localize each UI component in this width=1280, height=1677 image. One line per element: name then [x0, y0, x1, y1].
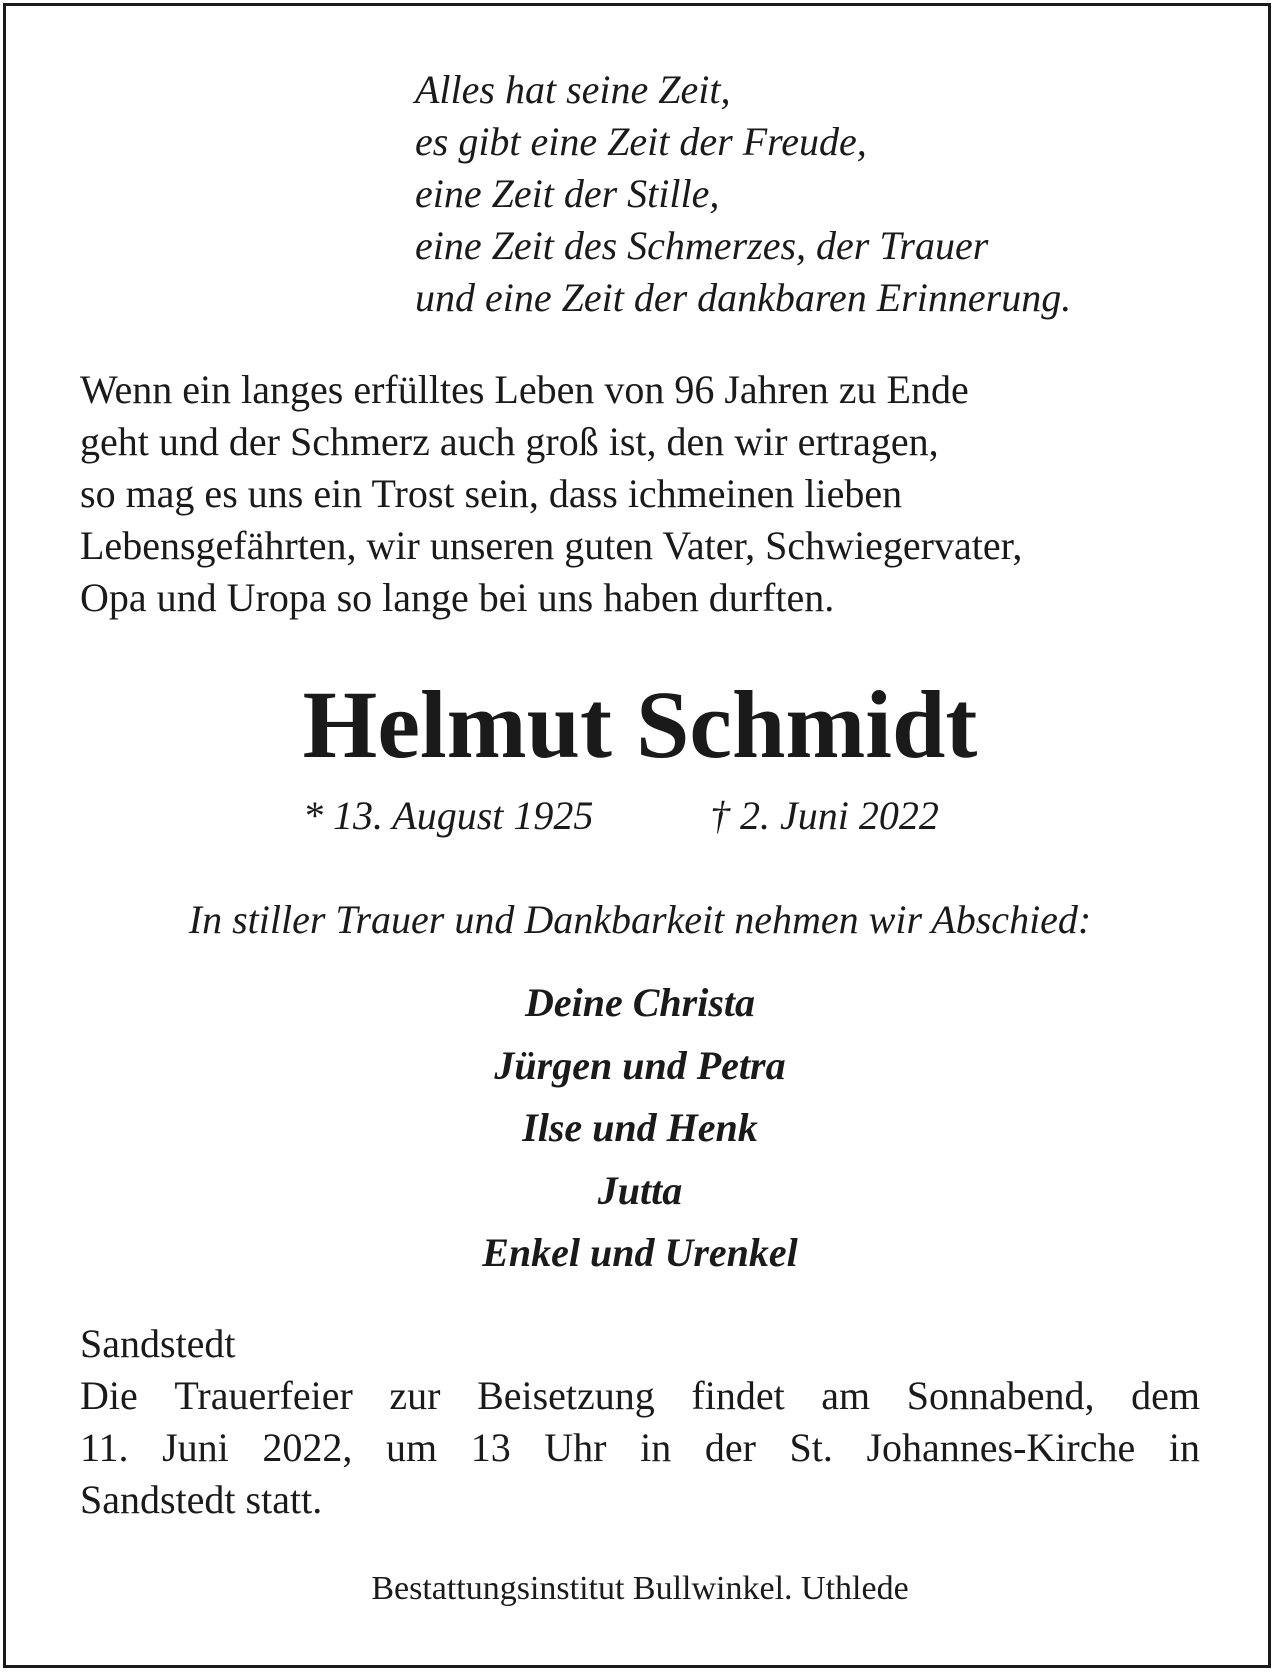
ceremony-word: Trauerfeier [174, 1373, 353, 1418]
ceremony-word: 11. [80, 1425, 129, 1470]
mourners-list [0, 972, 1280, 1285]
intro-line: geht und der Schmerz auch groß ist, den wir ertragen, [80, 419, 939, 464]
poem-line: es gibt eine Zeit der Freude, [415, 119, 867, 164]
intro-line: Opa und Uropa so lange bei uns haben durften. [80, 575, 835, 620]
ceremony-word: Beisetzung [477, 1373, 655, 1418]
mourner: Jürgen und Petra [494, 1042, 786, 1088]
ceremony-word: Sonnabend, [906, 1373, 1095, 1418]
intro-line: Lebensgefährten, wir unseren guten Vater, Schwiegervater, [80, 523, 1023, 568]
poem-line: eine Zeit der Stille, [415, 171, 720, 216]
poem-line: und eine Zeit der dankbaren Erinnerung. [415, 275, 1072, 320]
ceremony-text [80, 1370, 1200, 1526]
ceremony-word: in [640, 1425, 672, 1470]
mourner: Jutta [597, 1167, 683, 1213]
place-name: Sandstedt [80, 1321, 236, 1366]
poem [415, 64, 1071, 324]
ceremony-word: findet [691, 1373, 785, 1418]
ceremony-word: Uhr [544, 1425, 607, 1470]
ceremony-word: Juni [162, 1425, 229, 1470]
ceremony-word: in [1168, 1425, 1200, 1470]
ceremony-line: Sandstedt statt. [80, 1477, 323, 1522]
farewell-line: In stiller Trauer und Dankbarkeit nehmen wir Abschied: [188, 897, 1092, 942]
ceremony-word: zur [389, 1373, 441, 1418]
deceased-name: Helmut Schmidt [302, 671, 978, 778]
poem-line: Alles hat seine Zeit, [415, 67, 731, 112]
intro-line: Wenn ein langes erfülltes Leben von 96 Jahren zu Ende [80, 367, 969, 412]
ceremony-word: um [385, 1425, 438, 1470]
ceremony-word: dem [1131, 1373, 1200, 1418]
birth-date: * 13. August 1925 [303, 793, 594, 838]
ceremony-word: St. [789, 1425, 833, 1470]
intro-text [80, 364, 1022, 624]
ceremony-line [80, 1422, 1200, 1474]
mourner: Enkel und Urenkel [482, 1230, 798, 1275]
funeral-home: Bestattungsinstitut Bullwinkel. Uthlede [371, 1570, 909, 1607]
mourner: Deine Christa [524, 980, 756, 1025]
ceremony-word: Die [80, 1373, 138, 1418]
ceremony-line [80, 1370, 1200, 1422]
ceremony-word: der [704, 1425, 756, 1470]
ceremony-word: Johannes-Kirche [866, 1425, 1136, 1470]
death-date: † 2. Juni 2022 [710, 793, 939, 838]
ceremony-word: am [821, 1373, 871, 1418]
poem-line: eine Zeit des Schmerzes, der Trauer [415, 223, 989, 268]
intro-line: so mag es uns ein Trost sein, dass ichmeinen lieben [80, 471, 903, 516]
ceremony-word: 13 [470, 1425, 511, 1470]
mourner: Ilse und Henk [522, 1105, 758, 1150]
ceremony-word: 2022, [262, 1425, 353, 1470]
